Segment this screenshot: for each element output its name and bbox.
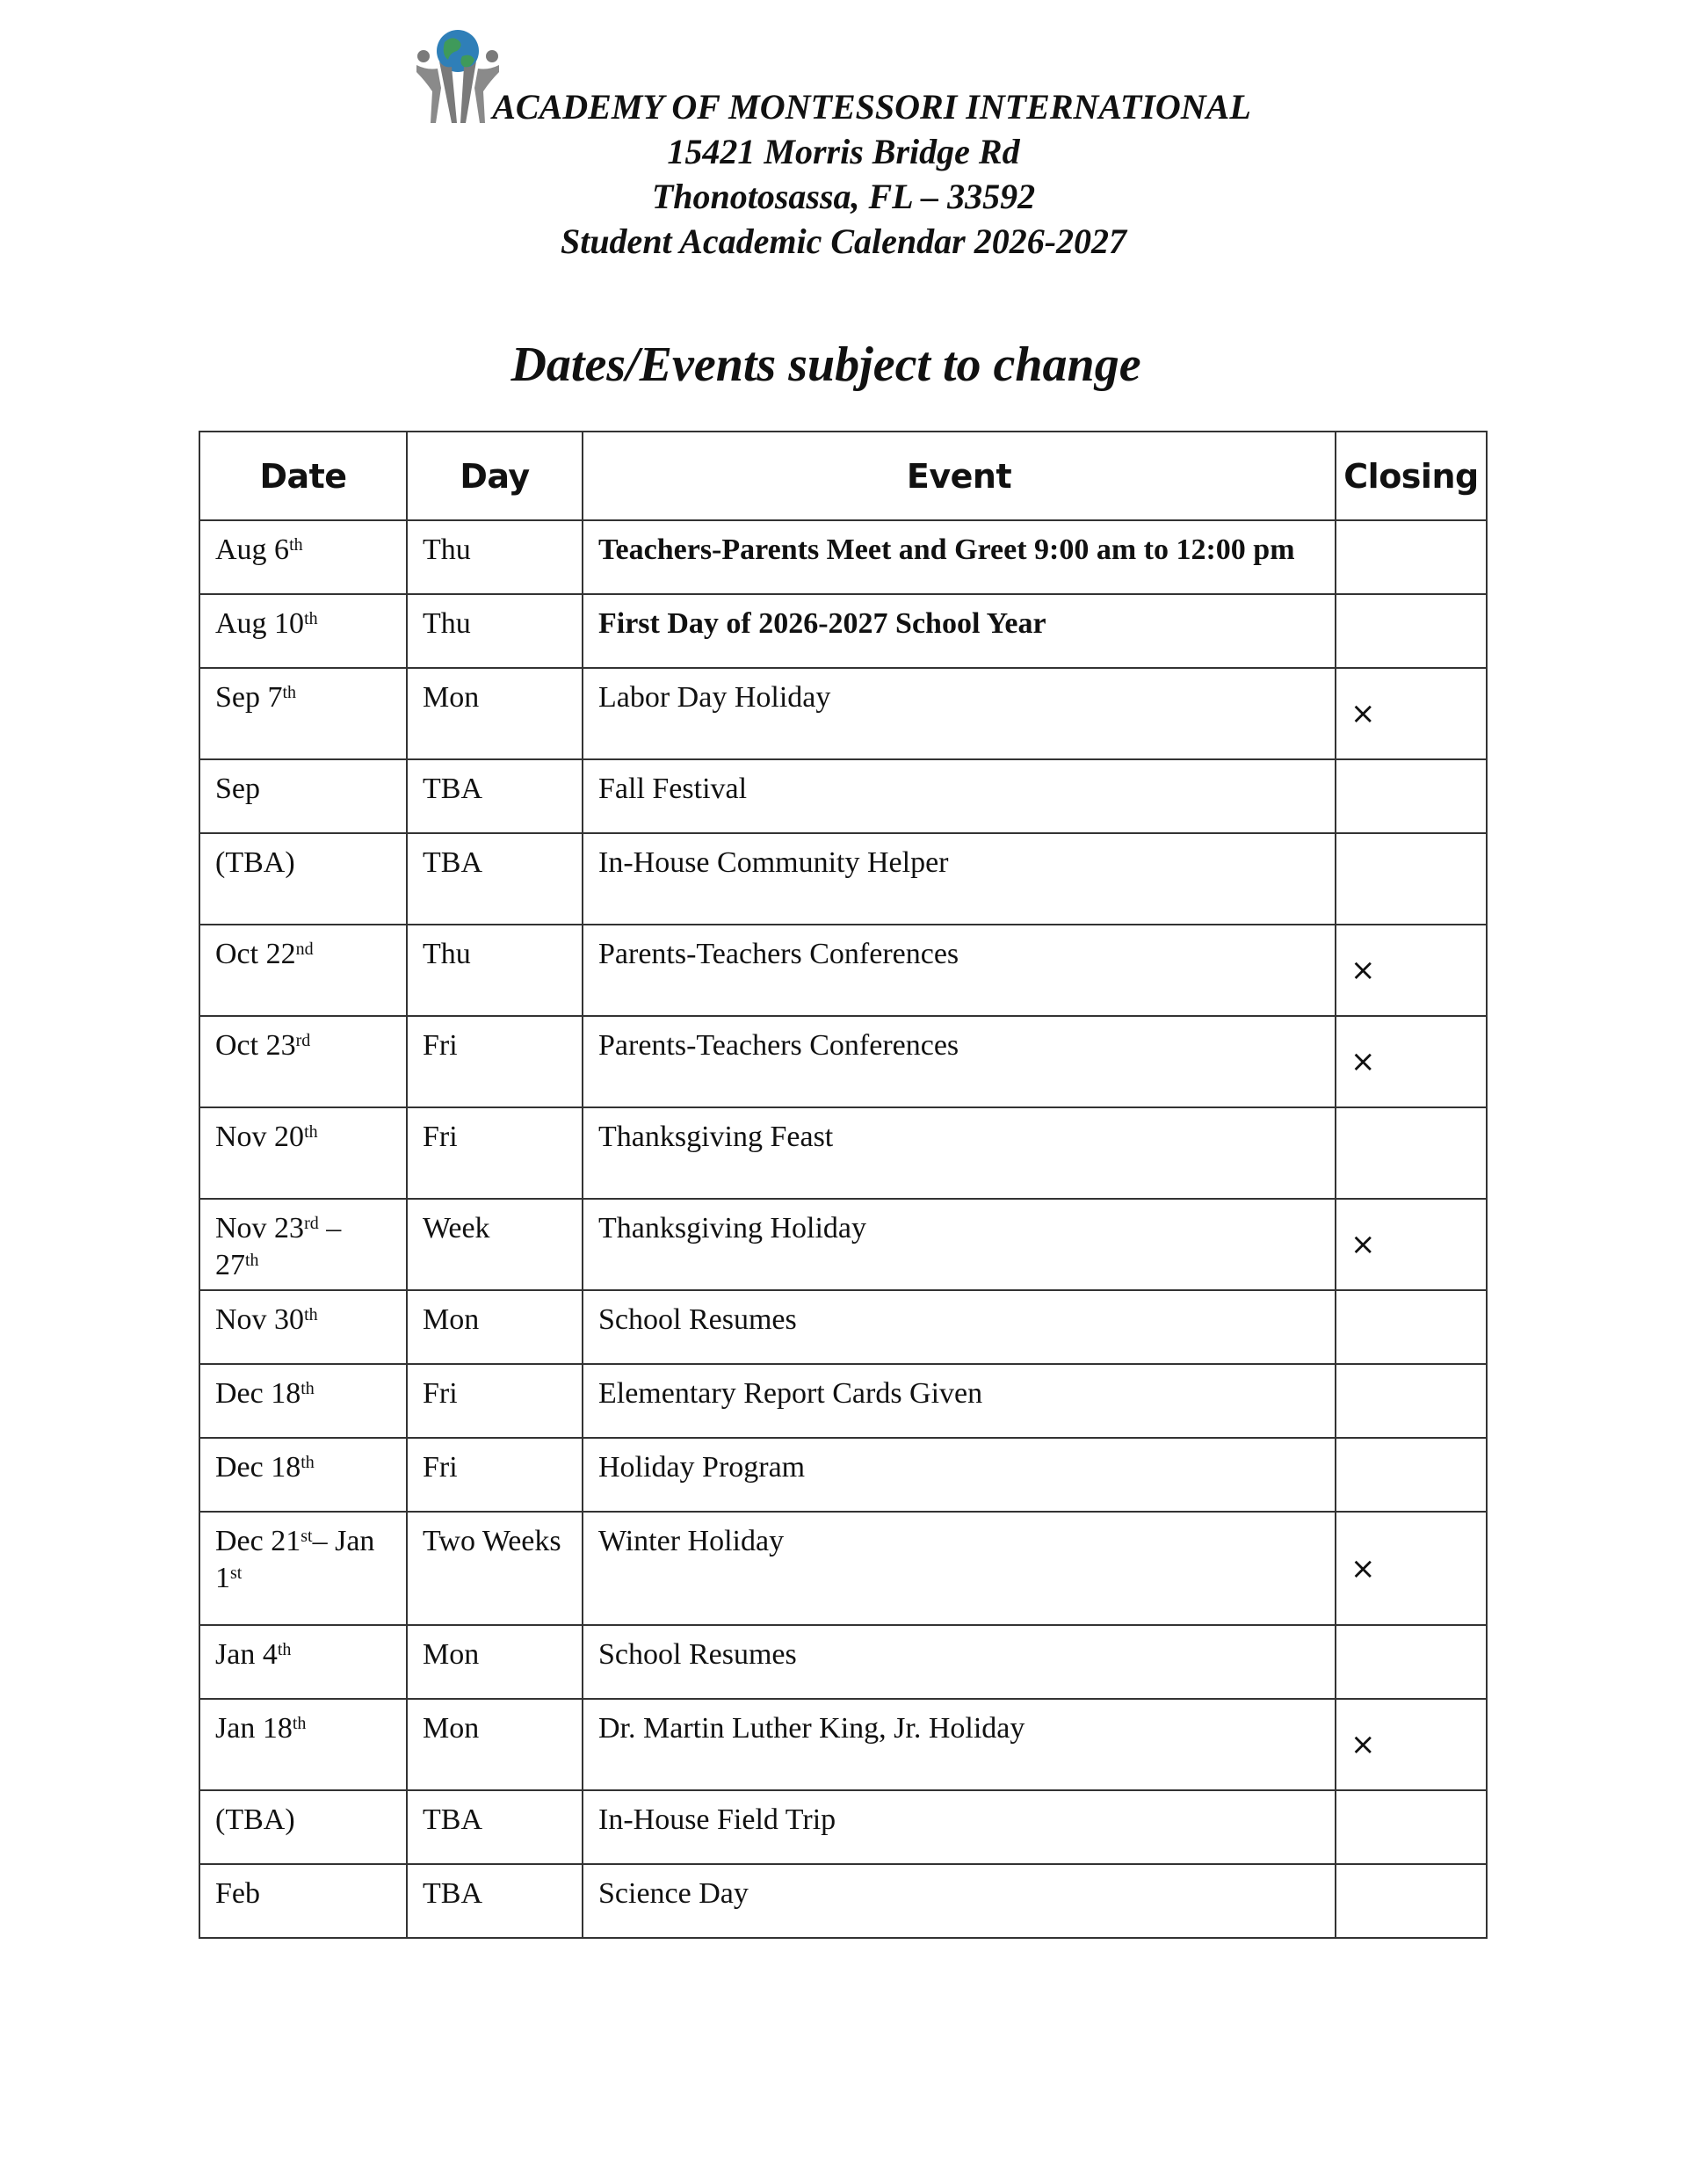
date-ordinal: th	[304, 1121, 318, 1142]
event-text: School Resumes	[598, 1638, 797, 1671]
table-row	[199, 1016, 1487, 1107]
date-ordinal: st	[300, 1526, 313, 1546]
closing-x-mark: ×	[1350, 1550, 1376, 1586]
date-cell	[199, 1016, 407, 1107]
column-header-closing: Closing	[1336, 432, 1487, 520]
table-row	[199, 1364, 1487, 1438]
event-text: In-House Field Trip	[598, 1803, 836, 1836]
event-text: Thanksgiving Feast	[598, 1121, 834, 1153]
date-text: Oct 22	[215, 938, 296, 970]
calendar-title: Student Academic Calendar 2026-2027	[560, 221, 1127, 261]
date-cell	[199, 1864, 407, 1938]
closing-cell	[1336, 520, 1487, 594]
table-row	[199, 759, 1487, 833]
closing-cell	[1336, 1199, 1487, 1290]
day-cell	[407, 668, 583, 759]
date-cell	[199, 1438, 407, 1512]
date-ordinal: th	[277, 1639, 292, 1659]
day-text: Fri	[423, 1029, 458, 1062]
event-cell	[583, 1790, 1336, 1864]
event-cell	[583, 833, 1336, 925]
table-row	[199, 1790, 1487, 1864]
day-cell	[407, 759, 583, 833]
event-text: Parents-Teachers Conferences	[598, 938, 959, 970]
closing-cell	[1336, 1107, 1487, 1199]
day-cell	[407, 1016, 583, 1107]
event-cell	[583, 520, 1336, 594]
date-text: Nov 20	[215, 1121, 305, 1153]
closing-cell	[1336, 759, 1487, 833]
date-text: Sep 7	[215, 681, 283, 714]
day-cell	[407, 1199, 583, 1290]
date-text: Nov 30	[215, 1303, 305, 1336]
closing-x-mark: ×	[1350, 1227, 1376, 1262]
event-cell	[583, 1107, 1336, 1199]
date-range-end: – Jan 1	[215, 1525, 375, 1594]
day-text: Mon	[423, 1638, 480, 1671]
day-text: Mon	[423, 1303, 480, 1336]
day-text: Thu	[423, 533, 471, 566]
event-text: Science Day	[598, 1877, 749, 1910]
day-text: Mon	[423, 681, 480, 714]
event-cell	[583, 1290, 1336, 1364]
event-cell	[583, 1199, 1336, 1290]
column-header-event: Event	[583, 432, 1336, 520]
closing-cell	[1336, 1699, 1487, 1790]
date-text: Jan 18	[215, 1712, 293, 1745]
closing-cell	[1336, 1438, 1487, 1512]
closing-cell	[1336, 594, 1487, 668]
day-cell	[407, 1512, 583, 1625]
date-ordinal: th	[304, 608, 318, 628]
date-range-end: – 27	[215, 1212, 342, 1281]
day-text: TBA	[423, 846, 482, 879]
table-row	[199, 520, 1487, 594]
date-ordinal: th	[300, 1452, 315, 1472]
table-row	[199, 1625, 1487, 1699]
table-row	[199, 594, 1487, 668]
event-cell	[583, 1864, 1336, 1938]
date-text: Dec 18	[215, 1451, 301, 1484]
table-row	[199, 1290, 1487, 1364]
day-text: TBA	[423, 773, 482, 805]
closing-cell	[1336, 925, 1487, 1016]
table-row	[199, 833, 1487, 925]
table-row	[199, 1864, 1487, 1938]
closing-cell	[1336, 1864, 1487, 1938]
event-cell	[583, 925, 1336, 1016]
date-cell	[199, 1625, 407, 1699]
school-name: ACADEMY OF MONTESSORI INTERNATIONAL	[492, 87, 1251, 127]
day-cell	[407, 1790, 583, 1864]
event-cell	[583, 1364, 1336, 1438]
table-header-row	[199, 432, 1487, 520]
event-cell	[583, 759, 1336, 833]
table-row	[199, 668, 1487, 759]
event-text: Labor Day Holiday	[598, 681, 831, 714]
event-text: Holiday Program	[598, 1451, 806, 1484]
table-row	[199, 1438, 1487, 1512]
day-text: Thu	[423, 607, 471, 640]
date-text: Sep	[215, 773, 260, 805]
date-cell	[199, 1512, 407, 1625]
closing-x-mark: ×	[1350, 953, 1376, 988]
event-text: Fall Festival	[598, 773, 748, 805]
date-text: Feb	[215, 1877, 260, 1910]
event-text: School Resumes	[598, 1303, 797, 1336]
date-cell	[199, 1790, 407, 1864]
day-cell	[407, 1699, 583, 1790]
date-cell	[199, 668, 407, 759]
date-cell	[199, 925, 407, 1016]
date-ordinal: th	[304, 1304, 318, 1324]
event-text: In-House Community Helper	[598, 846, 949, 879]
event-cell	[583, 1699, 1336, 1790]
event-text: Parents-Teachers Conferences	[598, 1029, 959, 1062]
day-cell	[407, 520, 583, 594]
date-text: (TBA)	[215, 846, 295, 879]
day-text: Week	[423, 1212, 490, 1244]
academic-calendar-table	[199, 431, 1488, 1939]
date-ordinal: th	[282, 682, 297, 702]
day-text: TBA	[423, 1803, 482, 1836]
closing-cell	[1336, 1790, 1487, 1864]
table-row	[199, 925, 1487, 1016]
date-text: Aug 10	[215, 607, 305, 640]
change-notice: Dates/Events subject to change	[510, 337, 1141, 392]
date-cell	[199, 594, 407, 668]
event-cell	[583, 1512, 1336, 1625]
date-text: Nov 23	[215, 1212, 305, 1244]
closing-x-mark: ×	[1350, 1044, 1376, 1079]
date-text: (TBA)	[215, 1803, 295, 1836]
closing-cell	[1336, 1512, 1487, 1625]
day-text: Fri	[423, 1451, 458, 1484]
table-row	[199, 1107, 1487, 1199]
closing-cell	[1336, 833, 1487, 925]
day-text: Fri	[423, 1121, 458, 1153]
date-cell	[199, 759, 407, 833]
event-cell	[583, 1438, 1336, 1512]
day-text: Mon	[423, 1712, 480, 1745]
date-text: Dec 18	[215, 1377, 301, 1410]
address-line-1: 15421 Morris Bridge Rd	[667, 132, 1020, 171]
table-row	[199, 1699, 1487, 1790]
closing-x-mark: ×	[1350, 1727, 1376, 1762]
date-cell	[199, 833, 407, 925]
date-cell	[199, 520, 407, 594]
date-cell	[199, 1699, 407, 1790]
date-cell	[199, 1199, 407, 1290]
date-text: Aug 6	[215, 533, 290, 566]
date-ordinal-end: st	[230, 1563, 243, 1583]
date-cell	[199, 1364, 407, 1438]
day-text: Thu	[423, 938, 471, 970]
day-text: Two Weeks	[423, 1525, 561, 1557]
event-text: Elementary Report Cards Given	[598, 1377, 983, 1410]
day-cell	[407, 833, 583, 925]
date-cell	[199, 1290, 407, 1364]
day-text: TBA	[423, 1877, 482, 1910]
event-text: First Day of 2026-2027 School Year	[598, 607, 1046, 640]
date-text: Oct 23	[215, 1029, 296, 1062]
date-ordinal: th	[292, 1713, 307, 1733]
day-cell	[407, 1438, 583, 1512]
date-ordinal-end: th	[245, 1250, 259, 1270]
day-cell	[407, 594, 583, 668]
day-cell	[407, 1107, 583, 1199]
day-cell	[407, 1290, 583, 1364]
day-text: Fri	[423, 1377, 458, 1410]
event-text: Winter Holiday	[598, 1525, 785, 1557]
event-cell	[583, 1016, 1336, 1107]
closing-cell	[1336, 1016, 1487, 1107]
table-row	[199, 1199, 1487, 1290]
day-cell	[407, 1864, 583, 1938]
date-cell	[199, 1107, 407, 1199]
event-cell	[583, 668, 1336, 759]
document-header	[0, 84, 1687, 264]
closing-cell	[1336, 1290, 1487, 1364]
event-text: Thanksgiving Holiday	[598, 1212, 867, 1244]
event-cell	[583, 594, 1336, 668]
date-ordinal: rd	[295, 1030, 311, 1050]
event-cell	[583, 1625, 1336, 1699]
date-text: Dec 21	[215, 1525, 301, 1557]
table-row	[199, 1512, 1487, 1625]
date-text: Jan 4	[215, 1638, 278, 1671]
closing-x-mark: ×	[1350, 696, 1376, 731]
closing-cell	[1336, 1364, 1487, 1438]
day-cell	[407, 925, 583, 1016]
column-header-day: Day	[407, 432, 583, 520]
column-header-date: Date	[199, 432, 407, 520]
closing-cell	[1336, 668, 1487, 759]
day-cell	[407, 1364, 583, 1438]
date-ordinal: nd	[295, 939, 314, 959]
event-text: Dr. Martin Luther King, Jr. Holiday	[598, 1712, 1025, 1745]
event-text: Teachers-Parents Meet and Greet 9:00 am to 12:00 pm	[598, 533, 1295, 566]
date-ordinal: th	[300, 1378, 315, 1398]
closing-cell	[1336, 1625, 1487, 1699]
address-line-2: Thonotosassa, FL – 33592	[651, 177, 1036, 216]
date-ordinal: rd	[304, 1213, 319, 1233]
date-ordinal: th	[289, 534, 303, 555]
day-cell	[407, 1625, 583, 1699]
